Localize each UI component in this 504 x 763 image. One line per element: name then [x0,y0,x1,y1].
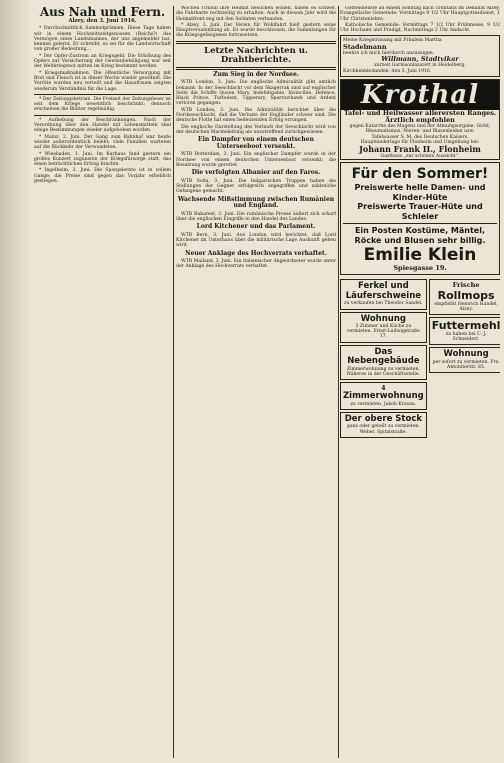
double-divider [176,41,336,44]
small-ads-left [340,277,427,440]
sub-headline: Neuer Anklage des Hochverrats verhaftet. [185,249,327,257]
ad-head: Wohnung [360,313,406,324]
classified-ad [340,345,427,380]
small-ads-grid [340,277,500,440]
sub-headline: Die verfolgten Albanier auf den Faros. [191,169,321,177]
dealer-name: Johann Frank II., Flonheim [359,143,481,154]
small-ads-right [429,277,500,440]
article-paragraph: * Aufhebung der Beschränkungen. Nach der Verordnung über den Handel mit Lebensmitteln sind einige Bestimmungen wieder aufgehoben worden. [34,117,171,134]
article-paragraph: * Der Opfer-Zustrom an Kriegsgeld. Die Erhöhung des Opfers zur Versicherung der Gewinnbeteiligung war seit der Weltkriegsnot mitten im Krieg bestimmt worden. [34,53,171,70]
section-headline: Aus Nah und Fern. [39,6,166,19]
article-paragraph: * Kriegsmaßnahmen. Die öffentliche Versorgung mit Brot und Fleisch ist in dieser Woche wieder geordnet. Die Vorräte wurden neu verteilt und die Hausfrauen zeigten wiederum Verständnis für die Lage. [34,70,171,92]
ad-line: Kinder-Hüte [392,192,448,202]
classified-ad [340,279,427,309]
divider [34,94,171,95]
page-edge-shadow [0,0,30,763]
brand-logo: Krothal [341,80,499,110]
classified-ad [340,382,427,410]
left-column [34,6,171,758]
notice-line: beehre ich mich hierdurch anzuzeigen. [343,50,435,56]
article-paragraph: WTB Rotterdam, 3. Juni. Ein englischer Dampfer wurde in der Nordsee von einem deutschen Unterseeboot versenkt; die Besatzung wurde gerettet. [176,152,336,168]
article-paragraph: * Alzey, 3. Juni. Der Verein für Wohlfahrt hielt gestern seine Hauptversammlung ab. Es wurde beschlossen, die Sammlungen für die Kriegsgefangenen fortzusetzen. [176,22,336,39]
sub-headline: Lord Kitchener und das Parlament. [196,223,316,231]
article-paragraph: Wochen Urlaub ihre Heimat besuchen wollen, haben es schwer, die Fahrkarte rechtzeitig zu erhalten. Auch in diesem Jahr wird die Heimatfront eng mit den Soldaten verbunden. [176,6,336,22]
column-rule [338,6,339,758]
sommer-ad [340,162,500,275]
ad-line: Preiswerte helle Damen- und [354,183,486,193]
right-column [340,6,500,758]
ad-line: Ein Posten Kostüme, Mäntel, [354,226,486,236]
ad-line: Schleier [401,211,439,221]
ad-tagline: Tafel- und Heilwasser allerersten Ranges. [343,108,497,117]
notice-line: Meine Kriegstrauung mit Fräulein Martha [343,38,442,44]
article-paragraph: * Durchschnittlich Sammelprämien. Diese Tage haben wir in einem Hochzeitszeitgenossen (Reichs?) das Vermögen eines Landsmannes, der uns angemeldet hat, kennen gelernt. Er schreibt, es sei für die Landwirtschaft von großer Bedeutung... [34,26,171,53]
ad-text: zu vermieten. Jakob Krausa. [350,401,417,407]
sub-headline: Wachsende Mißstimmung zwischen Rumänien und England. [177,195,335,210]
classified-ad [340,412,427,438]
engagement-notice [340,35,500,76]
dealer-label: Hauptniederlage für Flonheim und Umgebung bei: [360,139,480,145]
divider [34,115,171,116]
ad-head: Wohnung [443,349,489,360]
article-paragraph: WTB Bern, 3. Juni. Aus London wird berichtet, daß Lord Kitchener im Unterhaus über die militärische Lage Auskunft geben wird. [176,232,336,249]
article-paragraph: * Der Zeitungsbetrieb. Die Freizeit der Zeitungsleser ist seit dem Kriege wesentlich beschränkt; dennoch erscheinen die Blätter regelmäßig. [34,96,171,113]
ad-text: zu haben bei C. J. Schneidert. [445,331,487,343]
ad-head: Ferkel und Läuferschweine [345,281,422,301]
ad-line: Preiswerte Trauer-Hüte und [357,202,483,212]
article-paragraph: * Ingelheim, 2. Juni. Die Spargelernte ist in vollem Gange; die Preise sind gegen das Vorjahr erheblich gestiegen. [34,168,171,185]
ad-tagline: Ärztlich empfohlen [385,115,455,124]
ad-top: Frische [452,281,480,290]
shop-name: Emilie Klein [363,245,477,266]
notice-paragraph: Gottesdienste an einem Sonntag nach Trinitatis im Dekanat Alzey. Evangelische Gemeinde: Vormittags 9 1/2 Uhr Hauptgottesdienst, 1 Uhr Christenlehre. [340,6,500,22]
sub-headline: Ein Dampfer von einem deutschen Unterseeboot versenkt. [198,136,314,150]
ad-text: 3 Zimmer und Küche zu vermieten. Ernst-Ludwigstraße 17. [346,324,420,340]
news-header: Letzte Nachrichten u. Drahtberichte. [204,45,308,65]
notice-name: Stadelmann [343,42,387,51]
classified-ad [429,317,500,345]
ad-line: Röcke und Blusen sehr billig. [354,235,486,245]
notice-paragraph: Katholische Gemeinde: Vormittags 7 1/2 Uhr Frühmesse, 9 1/2 Uhr Hochamt und Predigt, Nachmittags 2 Uhr Andacht. [340,22,500,34]
middle-column [176,6,336,758]
ad-headline: Für den Sommer! [351,166,489,183]
krothal-ad [340,79,500,160]
article-paragraph: Die englische Darstellung des Verlaufs der Seeschlacht wird von der deutschen Marineleitung als unzutreffend zurückgewiesen. [176,124,336,135]
ad-head: Der obere Stock [344,413,423,424]
ad-top: 4 [381,384,386,393]
notice-date: Kirchheimbolanden, den 3. Juni 1916. [343,68,432,74]
notice-sub: zurzeit Garnisonlazarett in Heidelberg. [374,63,466,69]
sub-headline: Zum Sieg in der Nordsee. [213,70,299,78]
article-paragraph: WTB Sofia, 3. Juni. Die bulgarischen Truppen haben die Stellungen der Gegner erfolgreich angegriffen und zahlreiche Gefangene gemacht. [176,178,336,195]
shop-address: Spiesgasse 19. [393,264,447,273]
ad-note: gegen Katarrhe des Magens und der Atmungsorgane, Gicht, Rheumatismus, Nieren- und Blasenleiden usw. [349,124,491,135]
notice-signature: Willmann, Stadtvikar [381,55,459,64]
ad-head: Zimmerwohnung [343,391,424,402]
ad-text: ganz oder geteilt zu vermieten. Weber, Spitalstraße. [346,424,420,435]
ad-head: Rollmops [437,288,495,302]
divider [343,223,497,224]
double-divider [176,67,336,70]
article-paragraph: * Wiesbaden, 1. Juni. Im Kurhaus fand gestern ein großes Konzert zugunsten der Kriegsfürsorge statt, das einen beträchtlichen Ertrag brachte. [34,151,171,168]
dateline: Alzey, den 3. Juni 1916. [68,18,137,24]
classified-ad [429,347,500,373]
ad-head: Futtermehl [431,318,500,332]
ad-text: Zimmerwohnung zu vermieten. Näheres in der Geschäftsstelle. [346,366,421,377]
ad-text: empfiehlt Heinrich Handel, Alzey. [434,301,498,312]
column-rule [173,6,174,758]
ad-text: per sofort zu vermieten. Frz. Antoniterstr. 85. [432,359,500,371]
ad-note: Tafelwasser S. M. des Deutschen Kaisers. [371,134,469,140]
article-paragraph: * Mainz, 2. Juni. Der Gang zum Bahnhof war heute wieder außerordentlich belebt; viele Familien warteten auf die Rückkehr der Verwundeten. [34,134,171,151]
dealer-sub: Gasthaus „zur schönen Aussicht“. [380,153,460,159]
ad-text: zu verkaufen bei Theodor Sandel. [344,301,423,307]
article-paragraph: WTB London, 3. Juni. Die englische Admiralität gibt amtlich bekannt: In der Seeschlacht vor dem Skagerrak sind auf englischer Seite die Schiffe Queen Mary, Indefatigable, Invincible, Defence, Black Prince, Turbulent, Tipperary, Sparrowhawk und Ardent verloren gegangen. [176,80,336,107]
classified-ad [429,279,500,315]
article-paragraph: WTB London, 3. Juni. Die Admiralität berichtet über die Nordseeschlacht, daß die Verluste der Engländer schwer sind. Die deutsche Flotte hat einen bedeutenden Erfolg errungen. [176,107,336,124]
classified-ad [340,312,427,343]
ad-head: Das Nebengebäude [347,346,420,367]
article-paragraph: WTB Mailand, 3. Juni. Ein italienischer Abgeordneter wurde unter der Anklage des Hochverrats verhaftet. [176,259,336,270]
article-paragraph: WTB Bukarest, 3. Juni. Die rumänische Presse äußert sich scharf über die englischen Eingriffe in den Handel des Landes. [176,211,336,222]
